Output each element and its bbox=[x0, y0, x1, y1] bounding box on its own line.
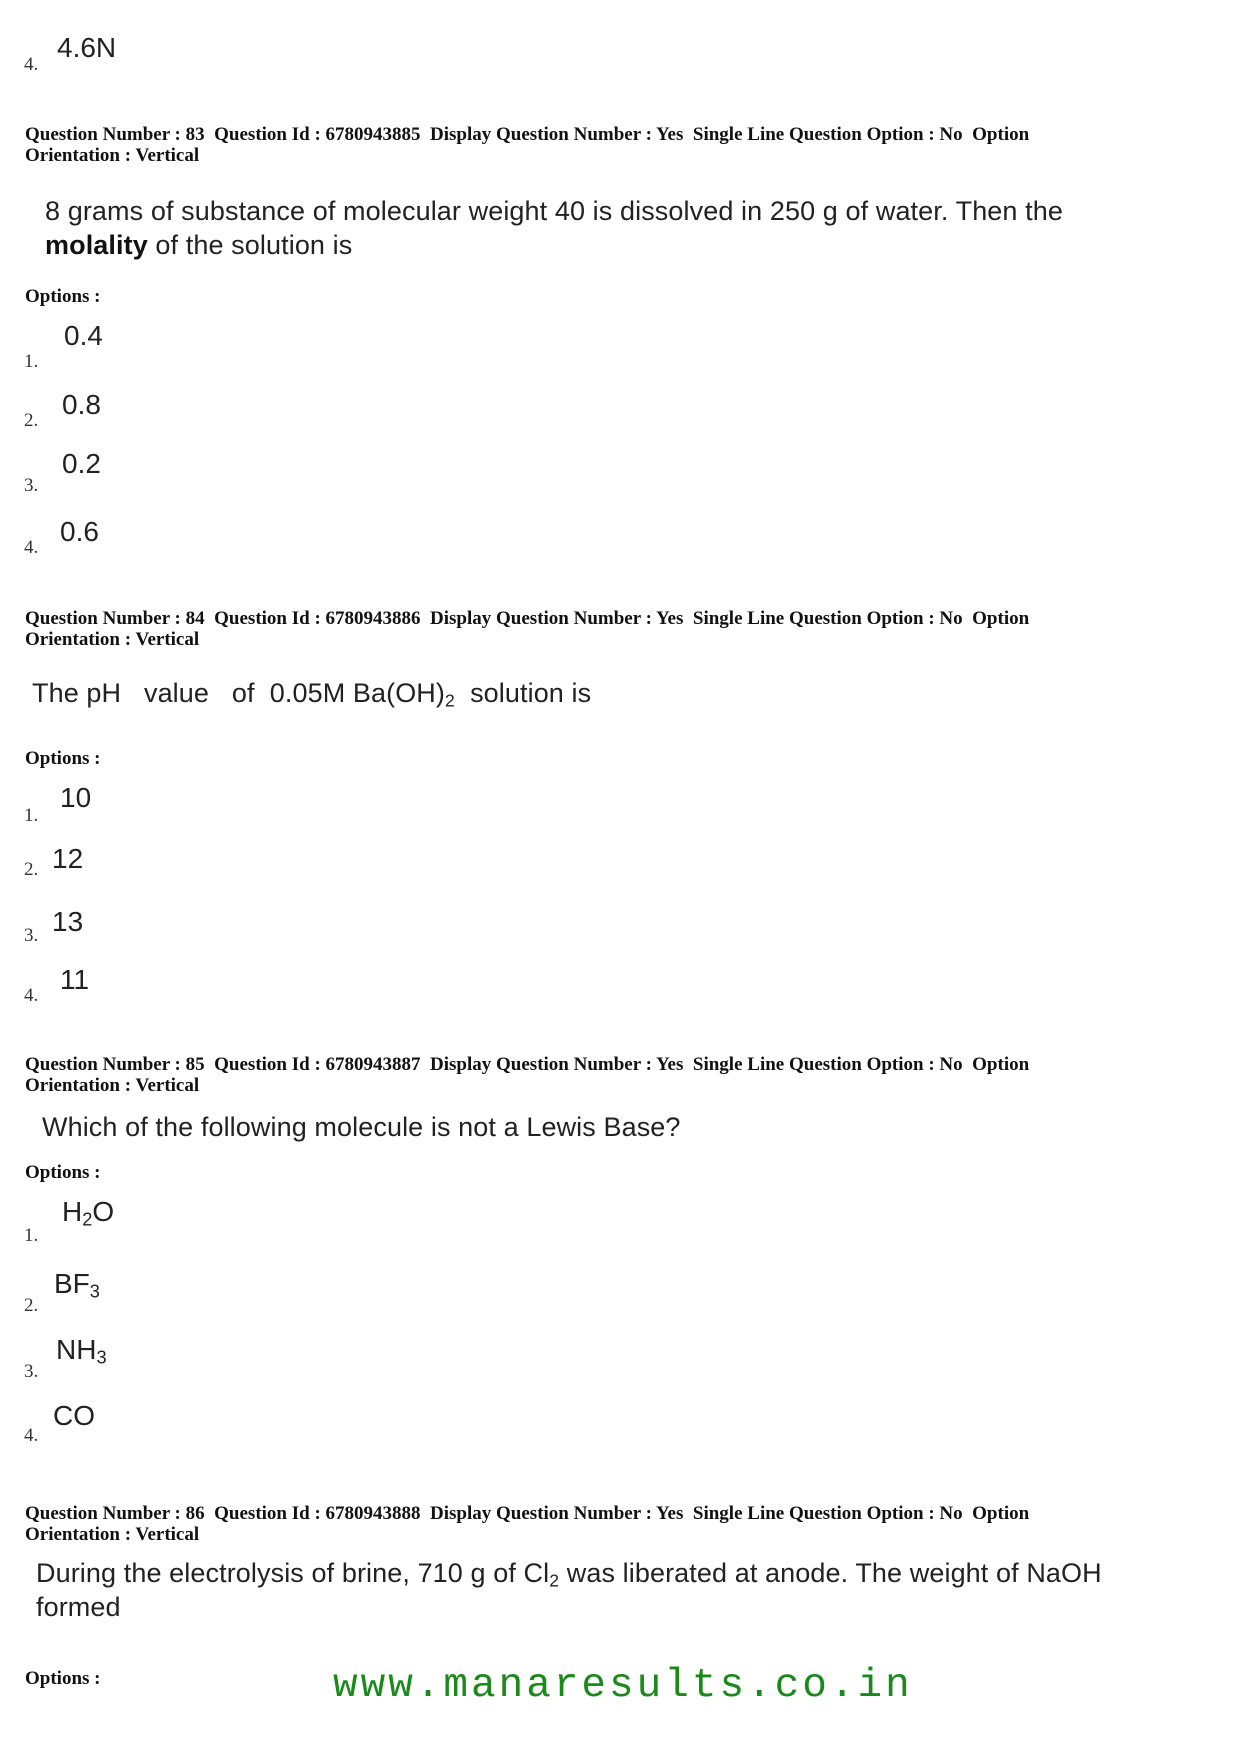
option-number: 1. bbox=[24, 805, 39, 826]
option-value: $H_2O$ bbox=[62, 1196, 115, 1230]
question-id-label: Question Id : bbox=[214, 608, 326, 629]
option-number: 3. bbox=[24, 925, 39, 946]
single-line-option: Single Line Question Option : No bbox=[692, 124, 963, 145]
display-question-number: Display Question Number : Yes bbox=[430, 124, 684, 145]
question-text-line2: formed bbox=[36, 1592, 121, 1622]
question-text-subscript: 2 bbox=[549, 1570, 560, 1591]
orientation: Orientation : Vertical bbox=[25, 629, 200, 650]
question-number: 85 bbox=[185, 1054, 205, 1075]
question-text-part: During the electrolysis of brine, 710 g of Cl bbox=[36, 1558, 550, 1588]
display-question-number: Display Question Number : Yes bbox=[430, 1503, 684, 1524]
question-id: 6780943886 bbox=[325, 608, 421, 629]
option-word: Option bbox=[972, 1054, 1030, 1075]
option-value: $NH_3$ bbox=[56, 1334, 107, 1368]
question-text-83 bbox=[45, 194, 1215, 262]
display-question-number: Display Question Number : Yes bbox=[430, 1054, 684, 1075]
question-text-part: value bbox=[143, 678, 210, 708]
display-question-number: Display Question Number : Yes bbox=[430, 608, 684, 629]
option-word: Option bbox=[972, 608, 1030, 629]
option-number: 4. bbox=[24, 537, 39, 558]
option-value: 13 bbox=[52, 906, 84, 937]
question-number-label: Question Number : bbox=[25, 1054, 186, 1075]
question-text-line1: 8 grams of substance of molecular weight 40 is dissolved in 250 g of water. Then the bbox=[45, 196, 1063, 226]
question-id: 6780943888 bbox=[325, 1503, 421, 1524]
option-value: 4.6N bbox=[57, 32, 117, 63]
question-text-part: of bbox=[231, 678, 255, 708]
option-value: 10 bbox=[60, 782, 92, 813]
question-number: 86 bbox=[185, 1503, 205, 1524]
question-text-part: was liberated at anode. The weight of NaOH bbox=[559, 1558, 1102, 1588]
question-number: 84 bbox=[185, 608, 205, 629]
question-text-part: 0.05M Ba(OH) bbox=[269, 678, 445, 708]
single-line-option: Single Line Question Option : No bbox=[692, 608, 963, 629]
option-number: 4. bbox=[24, 1425, 39, 1446]
option-value: 0.8 bbox=[62, 389, 101, 420]
option-value: $BF_3$ bbox=[54, 1268, 100, 1302]
question-id-label: Question Id : bbox=[214, 1054, 326, 1075]
option-number: 4. bbox=[24, 985, 39, 1006]
orientation: Orientation : Vertical bbox=[25, 1524, 200, 1545]
question-text-part: solution is bbox=[470, 678, 592, 708]
question-meta-86 bbox=[25, 1503, 1205, 1545]
question-meta-85 bbox=[25, 1054, 1205, 1096]
single-line-option: Single Line Question Option : No bbox=[692, 1054, 963, 1075]
option-number: 3. bbox=[24, 475, 39, 496]
options-label: Options : bbox=[25, 1162, 101, 1183]
orientation: Orientation : Vertical bbox=[25, 1075, 200, 1096]
option-number: 1. bbox=[24, 351, 39, 372]
question-text-rest: of the solution is bbox=[147, 230, 353, 260]
question-number: 83 bbox=[185, 124, 205, 145]
question-meta-83 bbox=[25, 124, 1205, 166]
question-text-86 bbox=[36, 1556, 1216, 1624]
question-id-label: Question Id : bbox=[214, 124, 326, 145]
question-number-label: Question Number : bbox=[25, 1503, 186, 1524]
question-id-label: Question Id : bbox=[214, 1503, 326, 1524]
question-id: 6780943885 bbox=[325, 124, 421, 145]
question-text-subscript: 2 bbox=[445, 690, 455, 711]
question-text-85: Which of the following molecule is not a Lewis Base? bbox=[42, 1112, 681, 1142]
orientation: Orientation : Vertical bbox=[25, 145, 200, 166]
option-number: 4. bbox=[24, 54, 39, 75]
question-number-label: Question Number : bbox=[25, 608, 186, 629]
option-value: CO bbox=[53, 1400, 95, 1431]
options-label: Options : bbox=[25, 748, 101, 769]
option-word: Option bbox=[972, 1503, 1030, 1524]
option-number: 1. bbox=[24, 1225, 39, 1246]
question-text-part: The pH bbox=[32, 678, 122, 708]
option-number: 2. bbox=[24, 859, 39, 880]
option-word: Option bbox=[972, 124, 1030, 145]
question-number-label: Question Number : bbox=[25, 124, 186, 145]
option-value: 11 bbox=[60, 964, 90, 995]
single-line-option: Single Line Question Option : No bbox=[692, 1503, 963, 1524]
option-number: 2. bbox=[24, 410, 39, 431]
footer-url[interactable]: www.manaresults.co.in bbox=[333, 1663, 913, 1709]
question-id: 6780943887 bbox=[325, 1054, 421, 1075]
option-number: 2. bbox=[24, 1295, 39, 1316]
option-value: 0.6 bbox=[60, 516, 99, 547]
option-number: 3. bbox=[24, 1361, 39, 1382]
options-label: Options : bbox=[25, 1668, 101, 1689]
option-value: 0.2 bbox=[62, 448, 101, 479]
option-value: 12 bbox=[52, 843, 84, 874]
question-text-bold: molality bbox=[45, 230, 148, 260]
question-text-84 bbox=[32, 676, 1202, 710]
question-meta-84 bbox=[25, 608, 1205, 650]
options-label: Options : bbox=[25, 286, 101, 307]
option-value: 0.4 bbox=[64, 320, 103, 351]
